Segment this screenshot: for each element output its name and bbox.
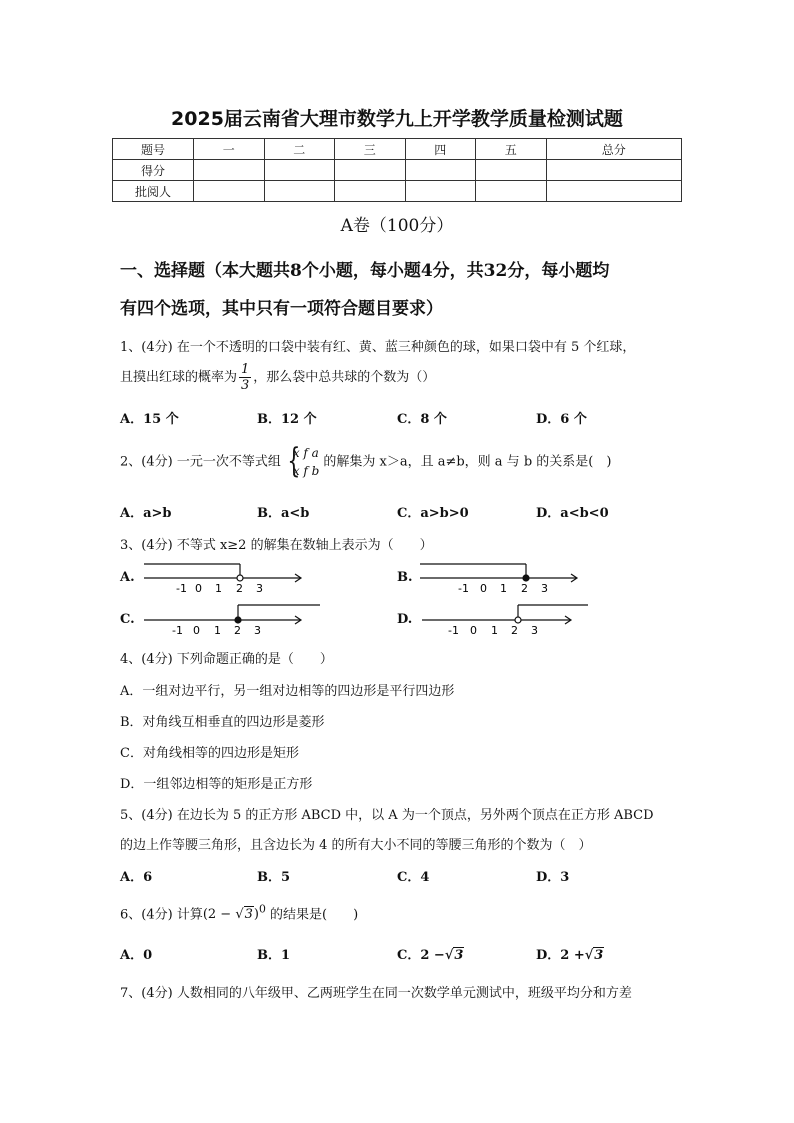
expr-close: ) [253, 907, 259, 923]
q5-option-d[interactable]: D．3 [536, 870, 570, 885]
reviewer-cell[interactable] [476, 181, 547, 202]
tick-label: 0 [195, 582, 202, 595]
q3-option-a[interactable]: A. [120, 570, 135, 585]
q6-post: 的结果是( ) [265, 907, 359, 923]
q5-option-a[interactable]: A．6 [120, 870, 153, 885]
tick-label: 3 [541, 582, 548, 595]
number-line-a [140, 560, 310, 596]
q4-option-a[interactable]: A．一组对边平行，另一组对边相等的四边形是平行四边形 [120, 684, 455, 699]
q5-line2: 的边上作等腰三角形，且含边长为 4 的所有大小不同的等腰三角形的个数为（ ） [120, 838, 592, 853]
header-cell: 二 [264, 139, 335, 160]
q2-option-b[interactable]: B．a<b [257, 506, 310, 521]
tick-label: 3 [254, 624, 261, 637]
closed-dot [523, 575, 529, 581]
reviewer-cell[interactable] [335, 181, 406, 202]
reviewer-cell[interactable] [264, 181, 335, 202]
tick-label: 2 [234, 624, 241, 637]
q6-option-b[interactable]: B．1 [257, 948, 291, 963]
q6-expression [202, 903, 266, 923]
open-dot [237, 575, 243, 581]
q3-option-c[interactable]: C. [120, 612, 135, 627]
q1-line2-post: ，那么袋中总共球的个数为（） [253, 370, 436, 385]
q2-option-c[interactable]: C．a>b>0 [397, 506, 469, 521]
header-cell: 总分 [546, 139, 682, 160]
score-table-header [113, 139, 682, 160]
page-title: 2025届云南省大理市数学九上开学教学质量检测试题 [171, 108, 623, 130]
sqrt-icon: √3 [584, 948, 604, 963]
q3-option-b[interactable]: B. [397, 570, 413, 585]
q6-line [120, 903, 358, 922]
q4-option-c[interactable]: C．对角线相等的四边形是矩形 [120, 746, 299, 761]
section-heading-line1: 一、选择题（本大题共8个小题，每小题4分，共32分，每小题均 [120, 261, 610, 281]
q7-line1: 7、(4分) 人数相同的八年级甲、乙两班学生在同一次数学单元测试中，班级平均分和方差 [120, 986, 632, 1001]
q3-option-d[interactable]: D. [397, 612, 413, 627]
tick-label: -1 [458, 582, 469, 595]
tick-label: 3 [256, 582, 263, 595]
tick-label: 1 [491, 624, 498, 637]
tick-label: 2 [521, 582, 528, 595]
reviewer-cell[interactable] [194, 181, 265, 202]
system-row: x f a [292, 446, 319, 460]
tick-label: 1 [215, 582, 222, 595]
q1-option-d[interactable]: D．6 个 [536, 412, 587, 427]
section-heading-line2: 有四个选项，其中只有一项符合题目要求） [120, 299, 443, 319]
closed-dot [235, 617, 241, 623]
q3-text: 3、(4分) 不等式 x≥2 的解集在数轴上表示为（ ） [120, 538, 433, 553]
number-line-b [416, 560, 586, 596]
q1-option-b[interactable]: B．12 个 [257, 412, 317, 427]
q2-option-a[interactable]: A．a>b [120, 506, 172, 521]
q5-option-b[interactable]: B．5 [257, 870, 291, 885]
sqrt-icon: √3 [235, 907, 253, 923]
tick-label: 1 [500, 582, 507, 595]
q2-post: 的解集为 x＞a，且 a≠b，则 a 与 b 的关系是( ) [323, 454, 612, 470]
q2-pre: 2、(4分) 一元一次不等式组 [120, 454, 281, 470]
q1-line1: 1、(4分) 在一个不透明的口袋中装有红、黄、蓝三种颜色的球，如果口袋中有 5 个红球， [120, 340, 636, 355]
number-line-d [418, 600, 593, 638]
expr-open: (2 − [202, 907, 236, 923]
score-row [113, 160, 682, 181]
q2-line [120, 441, 612, 481]
q6-option-a[interactable]: A．0 [120, 948, 153, 963]
brace-icon: { [287, 441, 301, 481]
row-label: 得分 [113, 160, 194, 181]
radicand: 3 [244, 907, 253, 923]
fraction-numerator: 1 [241, 362, 250, 377]
tick-label: -1 [172, 624, 183, 637]
q6-pre: 6、(4分) 计算 [120, 907, 203, 923]
volume-heading: A卷（100分） [340, 216, 454, 236]
header-cell: 五 [476, 139, 547, 160]
radicand: 3 [454, 948, 464, 963]
header-cell: 四 [405, 139, 476, 160]
tick-label: 0 [470, 624, 477, 637]
q2-option-d[interactable]: D．a<b<0 [536, 506, 609, 521]
radicand: 3 [594, 948, 604, 963]
q5-option-c[interactable]: C．4 [397, 870, 430, 885]
tick-label: -1 [448, 624, 459, 637]
tick-label: 0 [193, 624, 200, 637]
q1-option-c[interactable]: C．8 个 [397, 412, 447, 427]
q4-option-b[interactable]: B．对角线互相垂直的四边形是菱形 [120, 715, 325, 730]
q4-option-d[interactable]: D．一组邻边相等的矩形是正方形 [120, 777, 313, 792]
tick-label: 1 [214, 624, 221, 637]
tick-label: -1 [176, 582, 187, 595]
system-row: x f b [292, 464, 320, 478]
score-cell[interactable] [194, 160, 265, 181]
score-table [112, 138, 682, 202]
tick-label: 2 [236, 582, 243, 595]
tick-label: 2 [511, 624, 518, 637]
sqrt-icon: √3 [444, 948, 464, 963]
inequality-system [283, 441, 320, 481]
q1-line2 [120, 362, 435, 393]
score-cell[interactable] [335, 160, 406, 181]
tick-label: 3 [531, 624, 538, 637]
q1-option-a[interactable]: A．15 个 [120, 412, 179, 427]
header-cell: 题号 [113, 139, 194, 160]
score-cell[interactable] [264, 160, 335, 181]
q1-line2-pre: 且摸出红球的概率为 [120, 370, 238, 385]
q5-line1: 5、(4分) 在边长为 5 的正方形 ABCD 中，以 A 为一个顶点，另外两个顶点在正方形 ABCD [120, 808, 654, 823]
open-dot [515, 617, 521, 623]
row-label: 批阅人 [113, 181, 194, 202]
q6-option-d[interactable] [536, 944, 604, 963]
score-cell[interactable] [476, 160, 547, 181]
score-cell[interactable] [546, 160, 682, 181]
reviewer-cell[interactable] [546, 181, 682, 202]
header-cell: 一 [194, 139, 265, 160]
q6-option-c[interactable] [397, 944, 464, 963]
q4-text: 4、(4分) 下列命题正确的是（ ） [120, 652, 333, 667]
probability-fraction [239, 362, 251, 393]
reviewer-row [113, 181, 682, 202]
reviewer-cell[interactable] [405, 181, 476, 202]
score-cell[interactable] [405, 160, 476, 181]
q6-option-d-label: D．2 + [536, 948, 585, 963]
tick-label: 0 [480, 582, 487, 595]
fraction-denominator: 3 [241, 378, 250, 393]
header-cell: 三 [335, 139, 406, 160]
q6-option-c-label: C．2 − [397, 948, 445, 963]
exponent: 0 [258, 903, 266, 916]
number-line-c [140, 600, 325, 638]
